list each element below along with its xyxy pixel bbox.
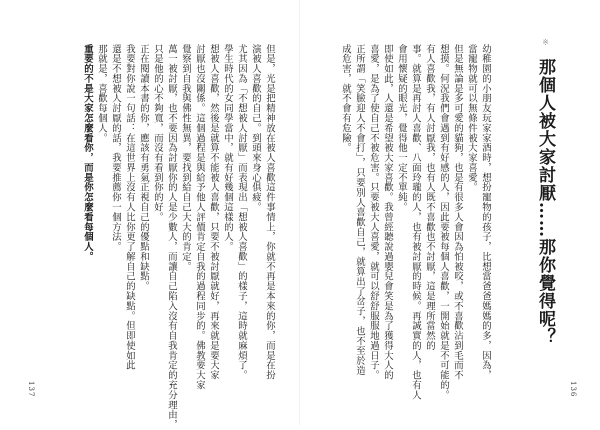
paragraph-line: 喜愛，是為了使自己不被危害。只要被大人喜愛，就可以舒舒服服地過日子。	[368, 44, 379, 381]
chapter-title: 那個人被大家討厭……那你覺得呢？	[535, 58, 555, 346]
page-gutter	[299, 0, 300, 425]
left-page-body	[80, 44, 276, 430]
paragraph-line: 幼稚園的小朋友玩家家酒時，想扮寵物的孩子，比想當爸爸媽媽的多，因為，	[480, 44, 491, 381]
chapter-mark: ※	[542, 38, 549, 47]
paragraph-line: 當寵物就可以無條件被大家喜愛。	[466, 44, 477, 193]
emphasis-line: 重要的不是大家怎麼看你，而是你怎麼看每個人。	[82, 44, 93, 262]
paragraph-line: 覺察到自我與佛性無異，要找到給自己大大的肯定。	[180, 44, 191, 272]
paragraph-line: 有人喜歡我，有人討厭我，也有人既不喜歡也不討厭，這是理所當然的	[424, 44, 435, 351]
paragraph-line: 還是不想被人討厭的話，我要推薦你一個方法。	[110, 44, 121, 252]
paragraph-line: 事。就算是再討人喜歡、八面玲瓏的人，也有被討厭的時候。再誠實的人，也有人	[410, 44, 421, 401]
paragraph-line: 學生時代的女同學當中，就有好幾個這樣的人。	[222, 44, 233, 252]
paragraph-line: 會用懷疑的眼光，覺得他一定不單純。	[396, 44, 407, 213]
paragraph-line: 正所謂「笑臉迎人不會打」，只要別人喜歡自己，就算出了岔子，也不至於造	[354, 44, 365, 376]
paragraph-line: 尤其因為「不想被人討厭」而表現出「想被人喜歡」的樣子，這時就麻煩了。	[236, 44, 247, 381]
paragraph-line: 演被人喜歡的自己。到頭來身心俱疲。	[250, 44, 261, 213]
page-number: 137	[27, 380, 35, 397]
paragraph-line: 那就是，喜歡每個人。	[96, 44, 107, 143]
paragraph-line: 正在閱讀本書的你，應該有勇氣正視自己的優點和缺點。	[138, 44, 149, 292]
paragraph-line: 萬一被討厭，也不要因為討厭你的人是少數人，而讓自己陷入沒有自我肯定的充分理由，	[166, 44, 177, 430]
paragraph-line: 即使如此，人還是希望被大家喜歡。我曾經聽說過嬰兒會笑是為了獲得大人的	[382, 44, 393, 381]
paragraph-line: 討厭也沒關係。這個過程是與給予他人評價肯定自我的過程同步的。佛教要大家	[194, 44, 205, 391]
paragraph-line: 但是無論是多可愛的貓狗，也是有很多人會因為怕被咬，或不喜歡沾到毛而不	[452, 44, 463, 381]
paragraph-line: 成危害，就不會有危險。	[340, 44, 351, 153]
paragraph-line: 我要對你說一句話：在這世界上沒有人比你更了解自己的缺點。但即使如此	[124, 44, 135, 371]
paragraph-line: 想摸。何況我們會遇到有好感的人，因此要被每個人喜歡，一開始就是不可能的。	[438, 44, 449, 401]
right-page-body	[338, 44, 492, 401]
paragraph-line: 只是他的心不夠寬，而沒有看到你的好。	[152, 44, 163, 223]
paragraph-line: 但是，光是把精神放在被人喜歡這件事情上，你就不再是本來的你，而是在扮	[264, 44, 275, 381]
page-number: 136	[569, 380, 577, 397]
paragraph-line: 想被人喜歡，然後是就算不能被人喜歡，只要不被討厭就好，再來就是要大家	[208, 44, 219, 381]
